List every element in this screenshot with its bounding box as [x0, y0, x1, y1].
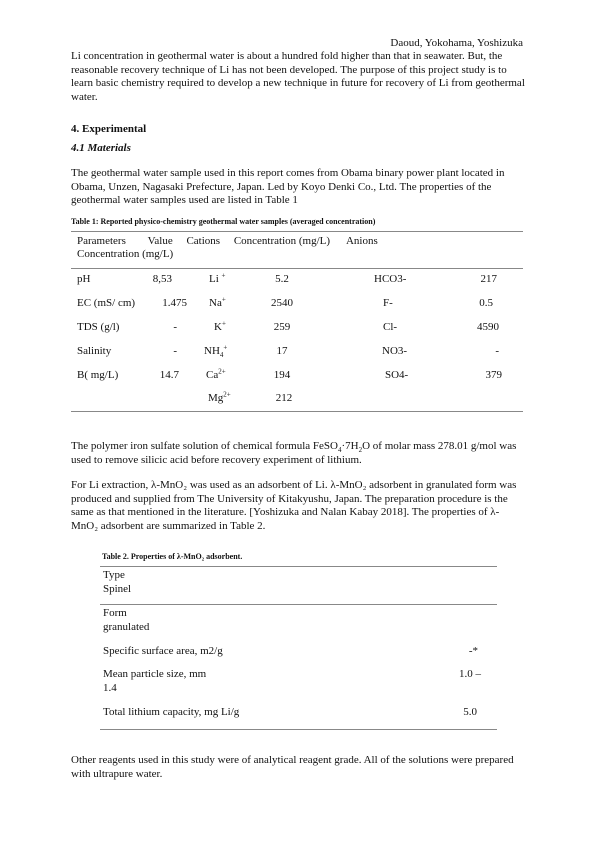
param-cell: Salinity	[77, 345, 112, 357]
table1-caption: Table 1: Reported physico-chemistry geothermal water samples (averaged concentration)	[71, 217, 376, 226]
materials-paragraph: The geothermal water sample used in this report comes from Obama binary power plant located in Obama, Unzen, Nagasaki Prefecture, Japan. Led by Koyo Denki Co., Ltd. The properties of the geothermal water samples used are listed in Table 1	[71, 167, 505, 206]
property-label: Form	[103, 607, 127, 619]
anion-cell: NO3-	[382, 345, 408, 357]
cation-symbol: Mg	[208, 392, 224, 404]
polymer-text-part1: The polymer iron sulfate solution of chemical formula FeSO	[71, 440, 338, 452]
section-heading: 4. Experimental	[71, 123, 147, 135]
polymer-text-part2: ·7H	[341, 440, 359, 452]
cation-cell	[209, 297, 226, 310]
cation-cell	[206, 369, 226, 382]
anion-concentration-cell: 379	[485, 369, 502, 381]
anion-concentration-cell: 217	[480, 273, 497, 285]
concentration-cell: 194	[273, 369, 291, 381]
extraction-paragraph: For Li extraction, λ-MnO₂ was used as an adsorbent of Li. λ-MnO₂ adsorbent in granulated form was produced and supplied from The University of Kitakyushu, Japan. The preparation procedure is the same as that mentioned in the literature. [Yoshizuka and Nalan Kabay 2018]. The properties of λ-MnO₂ adsorbent are summarized in Table 2.	[71, 479, 517, 532]
cation-cell	[214, 321, 226, 334]
concentration-cell: 17	[276, 345, 288, 357]
value-cell: -	[173, 345, 177, 357]
anion-concentration-cell: 4590	[477, 321, 499, 333]
cation-cell	[209, 273, 225, 286]
table1-header-line2: Concentration (mg/L)	[77, 248, 174, 260]
table1-header-line1: Parameters Value Cations Concentration (mg/L) Anions	[77, 235, 378, 247]
anion-concentration-cell: -	[495, 345, 499, 357]
property-value: Spinel	[103, 583, 132, 595]
subsection-heading: 4.1 Materials	[71, 142, 131, 154]
table1-bottom-rule	[71, 411, 523, 412]
concentration-cell: 5.2	[275, 273, 289, 285]
cation-charge: +	[221, 271, 226, 280]
polymer-paragraph	[71, 440, 526, 467]
property-value-lower: 1.4	[103, 682, 117, 694]
table1-header-rule	[71, 268, 523, 269]
cation-symbol: Ca	[206, 369, 219, 381]
polymer-subscript2: 2	[358, 446, 363, 455]
table1-top-rule	[71, 231, 523, 232]
closing-paragraph: Other reagents used in this study were of analytical reagent grade. All of the solutions were prepared with ultrapure water.	[71, 754, 514, 780]
cation-cell	[208, 392, 231, 405]
cation-symbol: Na	[209, 297, 222, 309]
param-cell: B( mg/L)	[77, 369, 119, 381]
running-header-authors: Daoud, Yokohama, Yoshizuka	[390, 37, 523, 49]
concentration-cell: 2540	[271, 297, 293, 309]
cation-symbol: K	[214, 321, 222, 333]
property-label: Total lithium capacity, mg Li/g	[103, 706, 240, 718]
cation-charge: +	[221, 319, 226, 328]
cation-symbol: Li	[209, 273, 219, 285]
param-cell: EC (mS/ cm)	[77, 297, 136, 309]
property-value: 5.0	[463, 706, 477, 718]
cation-charge: +	[221, 295, 226, 304]
anion-cell: SO4-	[385, 369, 409, 381]
table2-bottom-rule	[100, 729, 497, 730]
param-cell: TDS (g/l)	[77, 321, 120, 333]
cation-cell	[204, 345, 227, 358]
cation-charge: 2+	[218, 367, 226, 376]
property-value: -*	[468, 645, 478, 657]
concentration-cell: 259	[273, 321, 291, 333]
anion-concentration-cell: 0.5	[479, 297, 493, 309]
property-label: Mean particle size, mm	[103, 668, 207, 680]
table2-row-rule	[100, 604, 497, 605]
value-cell: 8,53	[152, 273, 172, 285]
param-cell: pH	[77, 273, 91, 285]
polymer-subscript1: 4	[338, 446, 342, 455]
concentration-cell: 212	[275, 392, 293, 404]
value-cell: -	[173, 321, 177, 333]
cation-charge: 2+	[223, 390, 231, 399]
property-label: Type	[103, 569, 125, 581]
cation-symbol: NH	[204, 345, 220, 357]
table2-caption: Table 2. Properties of λ-MnO₂ adsorbent.	[102, 552, 243, 561]
polymer-text-part3: O of molar mass 278.01 g/mol was used to remove silicic acid before recovery experiment of lithium.	[71, 440, 517, 466]
anion-cell: Cl-	[383, 321, 398, 333]
value-cell: 1.475	[162, 297, 187, 309]
intro-paragraph: Li concentration in geothermal water is about a hundred fold higher than that in seawater. But, the reasonable recovery technique of Li has not been developed. The purpose of this project study is to learn basic chemistry required to develop a new technique in future for recovery of Li from geothermal water.	[71, 50, 525, 103]
anion-cell: F-	[383, 297, 393, 309]
table2-top-rule	[100, 566, 497, 567]
property-value-upper: 1.0 –	[459, 668, 481, 680]
anion-cell: HCO3-	[374, 273, 407, 285]
cation-subscript: 4	[219, 351, 224, 360]
property-value: granulated	[103, 621, 150, 633]
value-cell: 14.7	[159, 369, 179, 381]
cation-charge: +	[223, 343, 228, 352]
property-label: Specific surface area, m2/g	[103, 645, 223, 657]
